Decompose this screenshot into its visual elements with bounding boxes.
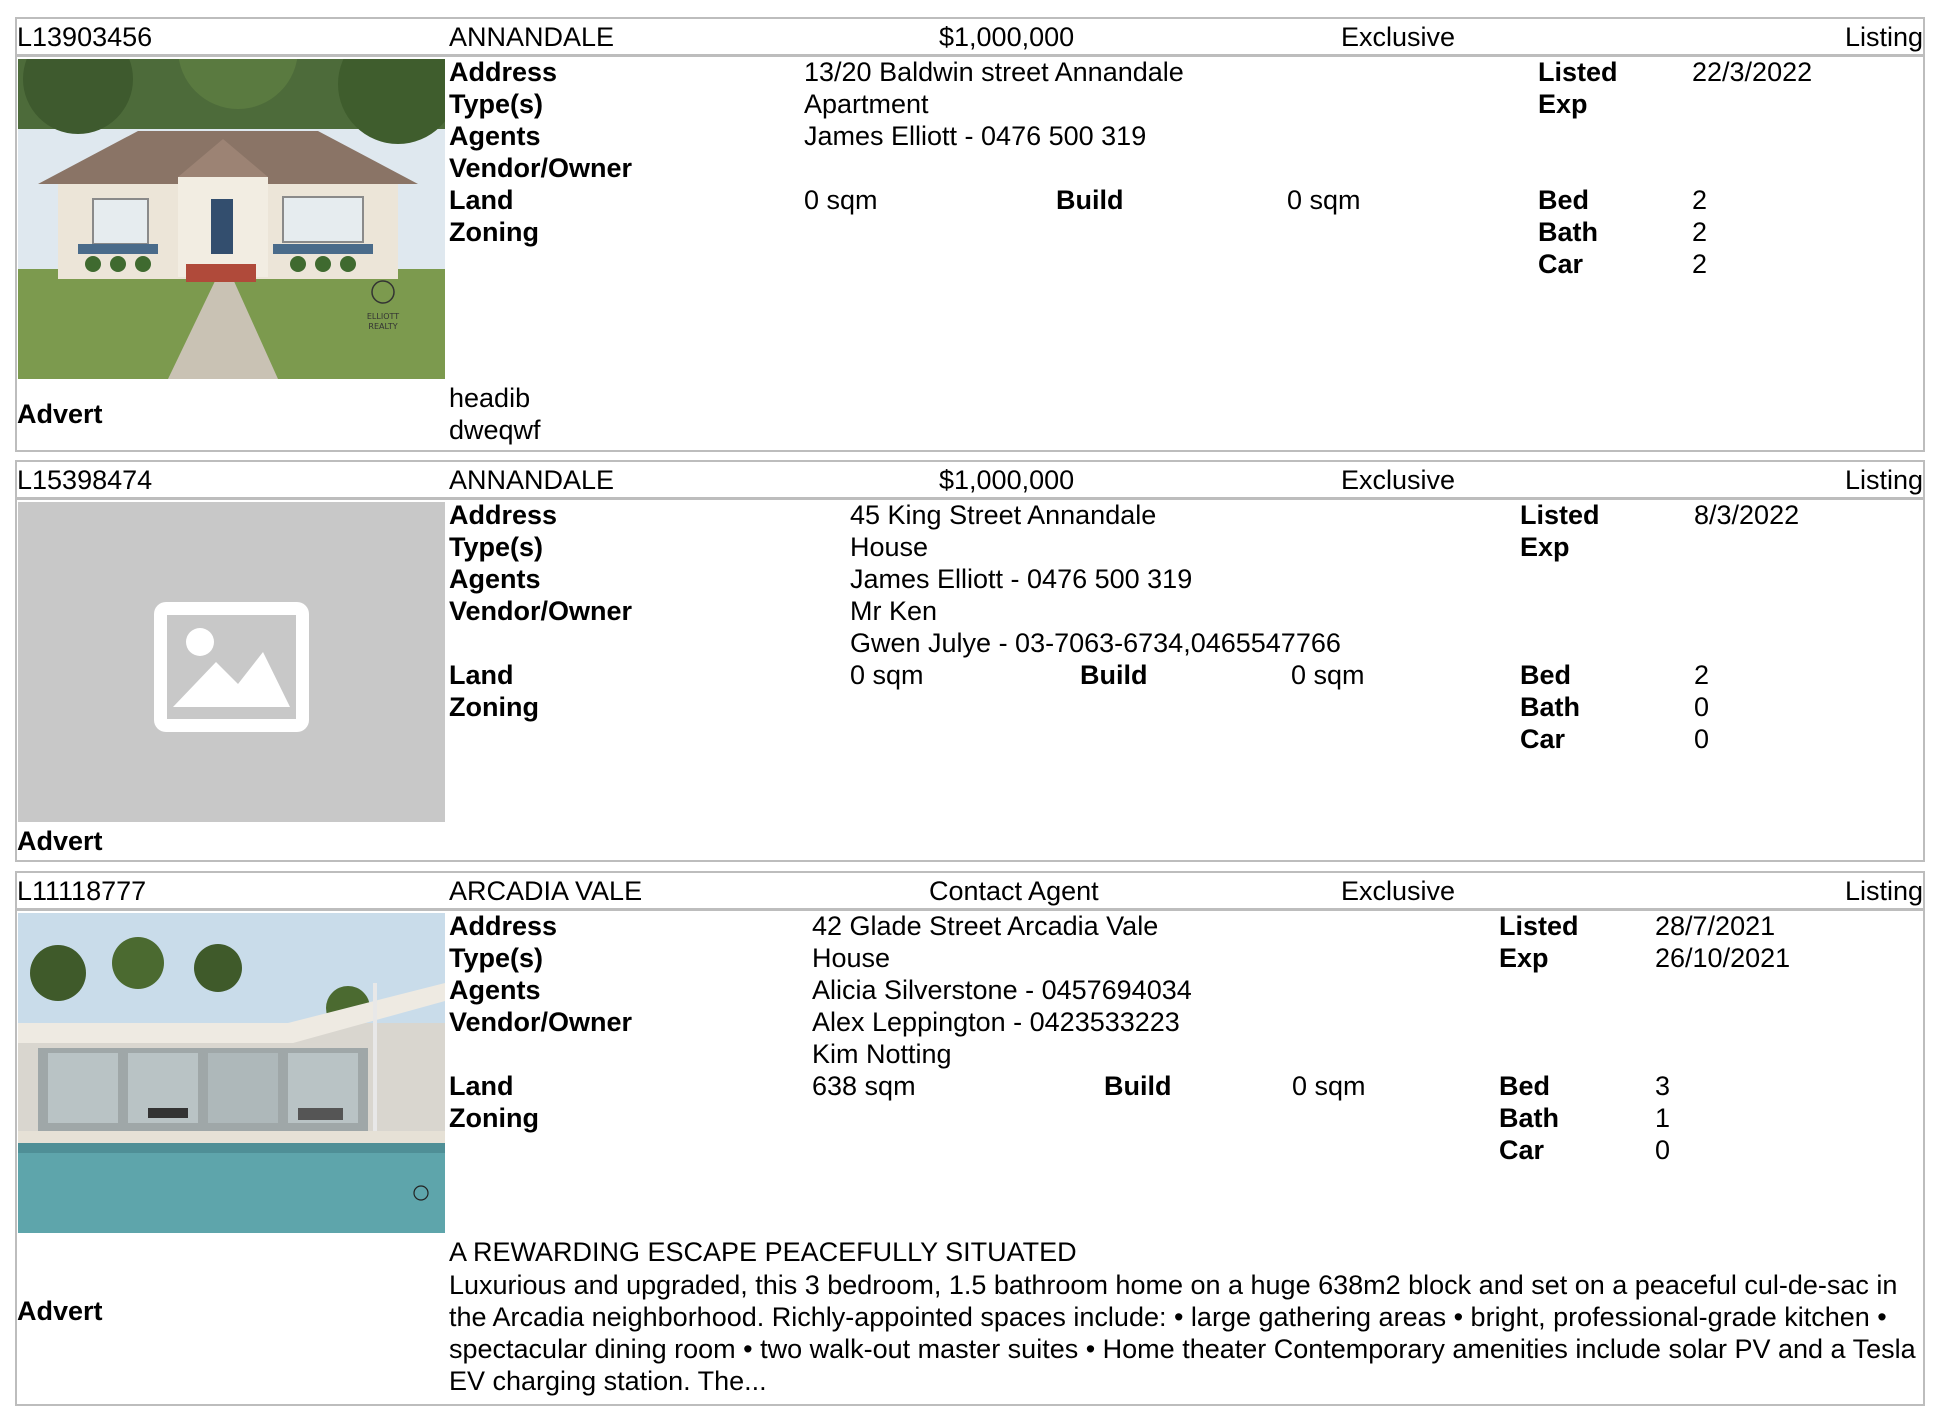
- build-value: 0 sqm: [1291, 660, 1365, 690]
- bath-value: 2: [1692, 217, 1708, 247]
- build-label: Build: [1104, 1071, 1172, 1101]
- pool-house-photo[interactable]: [18, 913, 445, 1233]
- listing-suburb: ARCADIA VALE: [449, 876, 643, 906]
- car-value: 0: [1655, 1135, 1671, 1165]
- land-label: Land: [449, 185, 514, 215]
- advert-title: A REWARDING ESCAPE PEACEFULLY SITUATED: [449, 1237, 1077, 1267]
- build-value: 0 sqm: [1292, 1071, 1366, 1101]
- advert-label: Advert: [17, 1296, 103, 1326]
- listing-price: $1,000,000: [939, 465, 1075, 495]
- bath-value: 0: [1694, 692, 1710, 722]
- listing-authority: Exclusive: [1341, 876, 1456, 906]
- listing-price: Contact Agent: [929, 876, 1099, 906]
- listing-id[interactable]: L15398474: [17, 465, 153, 495]
- car-label: Car: [1520, 724, 1566, 754]
- zoning-label: Zoning: [449, 1103, 539, 1133]
- types-value: Apartment: [804, 89, 929, 119]
- listing-authority: Exclusive: [1341, 22, 1456, 52]
- listed-value: 8/3/2022: [1694, 500, 1800, 530]
- listing-status: Listing: [1844, 465, 1923, 495]
- zoning-label: Zoning: [449, 217, 539, 247]
- agents-label: Agents: [449, 975, 541, 1005]
- vendor-value: Gwen Julye - 03-7063-6734,0465547766: [850, 628, 1341, 658]
- address-label: Address: [449, 911, 558, 941]
- bath-label: Bath: [1538, 217, 1598, 247]
- bed-value: 2: [1694, 660, 1710, 690]
- listing-header: [17, 462, 1923, 500]
- car-value: 2: [1692, 249, 1708, 279]
- build-value: 0 sqm: [1287, 185, 1361, 215]
- listing-card: [15, 871, 1925, 1406]
- listed-value: 28/7/2021: [1655, 911, 1776, 941]
- listed-label: Listed: [1499, 911, 1579, 941]
- image-placeholder-icon: [18, 502, 445, 822]
- build-label: Build: [1056, 185, 1124, 215]
- listing-suburb: ANNANDALE: [449, 465, 615, 495]
- advert-line: dweqwf: [449, 415, 541, 445]
- house-photo[interactable]: [18, 59, 445, 379]
- listing-id[interactable]: L11118777: [17, 876, 147, 906]
- agents-value: Alicia Silverstone - 0457694034: [812, 975, 1192, 1005]
- bed-value: 2: [1692, 185, 1708, 215]
- address-label: Address: [449, 57, 558, 87]
- address-label: Address: [449, 500, 558, 530]
- listing-id[interactable]: L13903456: [17, 22, 153, 52]
- vendor-value: Mr Ken: [850, 596, 938, 626]
- listed-label: Listed: [1538, 57, 1618, 87]
- exp-label: Exp: [1520, 532, 1570, 562]
- exp-value: 26/10/2021: [1655, 943, 1791, 973]
- bath-label: Bath: [1520, 692, 1580, 722]
- listed-label: Listed: [1520, 500, 1600, 530]
- listing-card: [15, 460, 1925, 862]
- listing-price: $1,000,000: [939, 22, 1075, 52]
- build-label: Build: [1080, 660, 1148, 690]
- listing-status: Listing: [1844, 22, 1923, 52]
- agents-label: Agents: [449, 121, 541, 151]
- address-value: 42 Glade Street Arcadia Vale: [812, 911, 1159, 941]
- listing-header: [17, 873, 1923, 911]
- address-value: 13/20 Baldwin street Annandale: [804, 57, 1184, 87]
- listing-status: Listing: [1844, 876, 1923, 906]
- advert-label: Advert: [17, 399, 103, 429]
- bed-label: Bed: [1499, 1071, 1551, 1101]
- exp-label: Exp: [1499, 943, 1549, 973]
- bath-value: 1: [1655, 1103, 1671, 1133]
- listed-value: 22/3/2022: [1692, 57, 1813, 87]
- bath-label: Bath: [1499, 1103, 1559, 1133]
- car-value: 0: [1694, 724, 1710, 754]
- address-value: 45 King Street Annandale: [850, 500, 1157, 530]
- bed-value: 3: [1655, 1071, 1671, 1101]
- exp-label: Exp: [1538, 89, 1588, 119]
- advert-body: Luxurious and upgraded, this 3 bedroom, 1.5 bathroom home on a huge 638m2 block and set on a peaceful cul-de-sac in the Arcadia neighborhood. Richly-appointed spaces include: • large gathering areas • bright, professional-grade kitchen • spectacular dining room • two walk-out master suites • Home theater Contemporary amenities include solar PV and a Tesla EV charging station. The...: [449, 1270, 1916, 1396]
- vendor-value: Kim Notting: [812, 1039, 952, 1069]
- listing-authority: Exclusive: [1341, 465, 1456, 495]
- types-value: House: [812, 943, 891, 973]
- vendor-value: Alex Leppington - 0423533223: [812, 1007, 1180, 1037]
- listing-header: [17, 19, 1923, 57]
- car-label: Car: [1499, 1135, 1545, 1165]
- listing-card: [15, 17, 1925, 452]
- image-placeholder[interactable]: [18, 502, 445, 822]
- agents-label: Agents: [449, 564, 541, 594]
- agents-value: James Elliott - 0476 500 319: [850, 564, 1193, 594]
- agents-value: James Elliott - 0476 500 319: [804, 121, 1147, 151]
- land-label: Land: [449, 1071, 514, 1101]
- land-value: 638 sqm: [812, 1071, 916, 1101]
- types-label: Type(s): [449, 943, 544, 973]
- types-label: Type(s): [449, 89, 544, 119]
- svg-text:REALTY: REALTY: [368, 322, 398, 331]
- bed-label: Bed: [1520, 660, 1572, 690]
- svg-text:ELLIOTT: ELLIOTT: [366, 312, 400, 321]
- land-value: 0 sqm: [804, 185, 878, 215]
- land-label: Land: [449, 660, 514, 690]
- types-value: House: [850, 532, 929, 562]
- land-value: 0 sqm: [850, 660, 924, 690]
- vendor-label: Vendor/Owner: [449, 1007, 633, 1037]
- listing-suburb: ANNANDALE: [449, 22, 615, 52]
- advert-label: Advert: [17, 826, 103, 856]
- advert-line: headib: [449, 383, 531, 413]
- car-label: Car: [1538, 249, 1584, 279]
- zoning-label: Zoning: [449, 692, 539, 722]
- bed-label: Bed: [1538, 185, 1590, 215]
- types-label: Type(s): [449, 532, 544, 562]
- vendor-label: Vendor/Owner: [449, 596, 633, 626]
- vendor-label: Vendor/Owner: [449, 153, 633, 183]
